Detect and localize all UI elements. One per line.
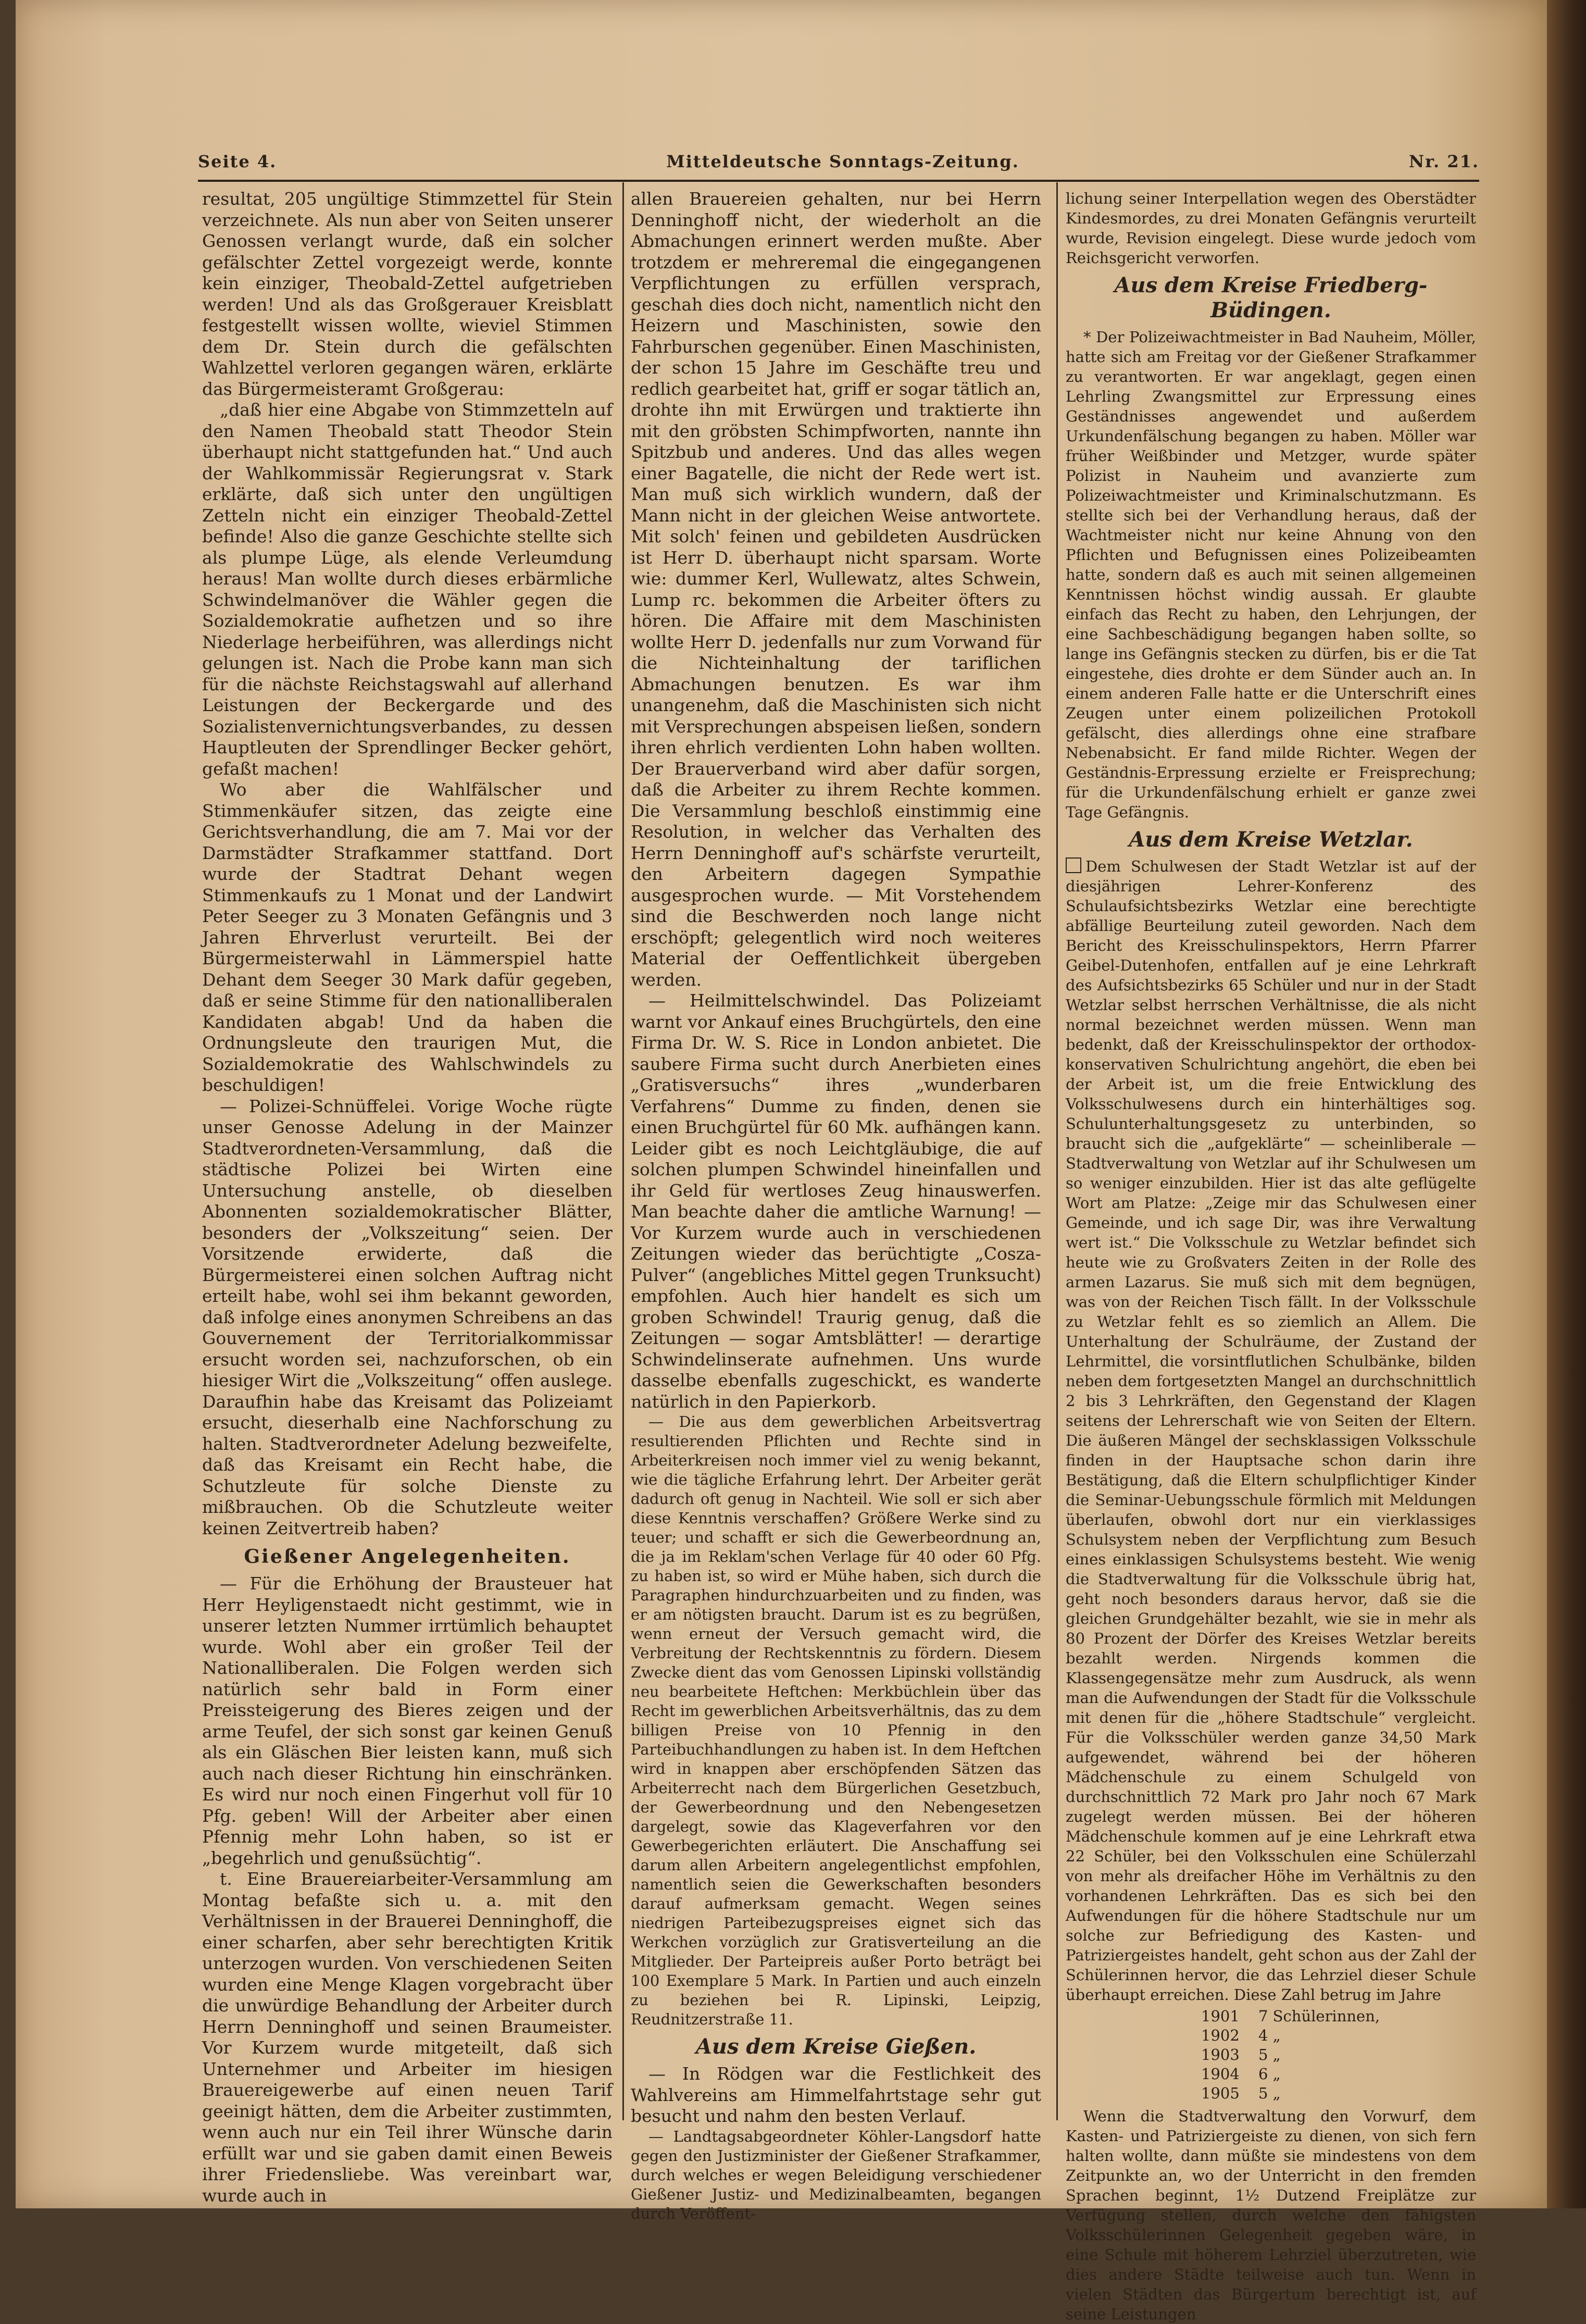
article-paragraph: resultat, 205 ungültige Stimmzettel für Stein verzeichnete. Als nun aber von Seiten unserer Genossen verlangt wurde, daß ein solcher gefälschter Zettel vorgezeigt werde, konnte kein einziger, Theobald-Zettel aufgetrieben werden! Und als das Großgerauer Kreisblatt festgestellt wissen wollte, wieviel Stimmen dem Dr. Stein durch die gefälschten Wahlzettel verloren gegangen wären, erklärte das Bürgermeisteramt Großgerau:: [202, 189, 613, 399]
issue-number: Nr. 21.: [1408, 152, 1479, 171]
header-rule: [198, 180, 1479, 182]
article-paragraph: — Polizei-Schnüffelei. Vorige Woche rügte unser Genosse Adelung in der Mainzer Stadtverordneten-Versammlung, daß die städtische Polizei bei Wirten eine Untersuchung anstelle, ob dieselben Abonnenten sozialdemokratischer Blätter, besonders der „Volkszeitung“ seien. Der Vorsitzende erwiderte, daß die Bürgermeisterei einen solchen Auftrag nicht erteilt habe, wohl sei ihm bekannt geworden, daß infolge eines anonymen Schreibens an das Gouvernement der Territorialkommissar ersucht worden sei, nachzuforschen, ob ein hiesiger Wirt die „Volkszeitung“ offen auslege. Daraufhin habe das Kreisamt das Polizeiamt ersucht, dieserhalb eine Nachforschung zu halten. Stadtverordneter Adelung bezweifelte, daß das Kreisamt ein Recht habe, die Schutzleute für solche Dienste zu mißbrauchen. Ob die Schutzleute weiter keinen Zeitvertreib haben?: [202, 1096, 613, 1538]
enrollment-list: [1201, 2007, 1476, 2103]
section-heading: Aus dem Kreise Gießen.: [695, 2034, 977, 2059]
article-paragraph: lichung seiner Interpellation wegen des Oberstädter Kindesmordes, zu drei Monaten Gefängnis verurteilt wurde, Revision eingelegt. Diese wurde jedoch vom Reichsgericht verworfen.: [1066, 190, 1476, 267]
article-paragraph: — Die aus dem gewerblichen Arbeitsvertrag resultierenden Pflichten und Rechte sind in Arbeiterkreisen noch immer viel zu wenig bekannt, wie die tägliche Erfahrung lehrt. Der Arbeiter gerät dadurch oft genug in Nachteil. Wie soll er sich aber diese Kenntnis verschaffen? Größere Werke sind zu teuer; und schafft er sich die Gewerbeordnung an, die ja im Reklam'schen Verlage für 40 oder 60 Pfg. zu haben ist, so wird er Mühe haben, sich durch die Paragraphen hindurchzuarbeiten und zu finden, was er am nötigsten braucht. Darum ist es zu begrüßen, wenn erneut der Versuch gemacht wird, die Verbreitung der Rechtskenntnis zu fördern. Diesem Zwecke dient das vom Genossen Lipinski vollständig neu bearbeitete Heftchen: Merkbüchlein über das Recht im gewerblichen Arbeitsverhältnis, das zu dem billigen Preise von 10 Pfennig in den Parteibuchhandlungen zu haben ist. In dem Heftchen wird in knappen aber erschöpfenden Sätzen das Arbeiterrecht nach dem Bürgerlichen Gesetzbuch, der Gewerbeordnung und den Nebengesetzen dargelegt, sowie das Klageverfahren vor den Gewerbegerichten erläutert. Die Anschaffung sei darum allen Arbeitern angelegentlichst empfohlen, namentlich seien die Gewerkschaften besonders darauf aufmerksam gemacht. Wegen seines niedrigen Parteibezugspreises eignet sich das Werkchen vorzüglich zur Gratisverteilung an die Mitglieder. Der Parteipreis außer Porto beträgt bei 100 Exemplare 5 Mark. In Partien und auch einzeln zu beziehen bei R. Lipinski, Leipzig, Reudnitzerstraße 11.: [631, 1413, 1041, 2028]
article-paragraph: — In Rödgen war die Festlichkeit des Wahlvereins am Himmelfahrtstage sehr gut besucht und nahm den besten Verlauf.: [631, 2064, 1041, 2126]
article-paragraph: „daß hier eine Abgabe von Stimmzetteln auf den Namen Theobald statt Theodor Stein überhaupt nicht stattgefunden hat.“ Und auch der Wahlkommissär Regierungsrat v. Stark erklärte, daß sich unter den ungültigen Zetteln nicht ein einziger Theobald-Zettel befinde! Also die ganze Geschichte stellte sich als plumpe Lüge, als elende Verleumdung heraus! Man wollte durch dieses erbärmliche Schwindelmanöver die Wähler gegen die Sozialdemokratie aufhetzen und so ihre Niederlage herbeiführen, was allerdings nicht gelungen ist. Nach die Probe kann man sich für die nächste Reichstagswahl auf allerhand Leistungen der Beckergarde und des Sozialistenvernichtungsverbandes, zu dessen Hauptleuten der Sprendlinger Becker gehört, gefaßt machen!: [202, 400, 613, 779]
page-number: Seite 4.: [198, 152, 277, 171]
column-3: [1063, 189, 1479, 2323]
article-paragraph: — Landtagsabgeordneter Köhler-Langsdorf hatte gegen den Justizminister der Gießener Strafkammer, durch welches er wegen Beleidigung verschiedener Gießener Justiz- und Medizinalbeamten, begangen durch Veröffent-: [631, 2127, 1041, 2222]
list-item: 1902 4 „: [1201, 2027, 1281, 2044]
article-paragraph: allen Brauereien gehalten, nur bei Herrn Denninghoff nicht, der wiederholt an die Abmachungen erinnert werden mußte. Aber trotzdem er mehreremal die eingegangenen Verpflichtungen zu erfüllen versprach, geschah dies doch nicht, namentlich nicht den Heizern und Maschinisten, sowie den Fahrburschen gegenüber. Einen Maschinisten, der schon 15 Jahre im Geschäfte treu und redlich gearbeitet hat, griff er sogar tätlich an, drohte ihn mit Erwürgen und traktierte ihn mit den gröbsten Schimpfworten, nannte ihn Spitzbub und anderes. Und das alles wegen einer Bagatelle, die nicht der Rede wert ist. Man muß sich wirklich wundern, daß der Mann nicht in der gleichen Weise antwortete. Mit solch' feinen und gebildeten Ausdrücken ist Herr D. überhaupt nicht sparsam. Worte wie: dummer Kerl, Wullewatz, altes Schwein, Lump rc. bekommen die Arbeiter öfters zu hören. Die Affaire mit dem Maschinisten wollte Herr D. jedenfalls nur zum Vorwand für die Nichteinhaltung der tariflichen Abmachungen benutzen. Es war ihm unangenehm, daß die Maschinisten sich nicht mit Versprechungen abspeisen ließen, sondern ihren ehrlich verdienten Lohn haben wollten. Der Brauerverband wird aber dafür sorgen, daß die Arbeiter zu ihrem Rechte kommen. Die Versammlung beschloß einstimmig eine Resolution, in welcher das Verhalten des Herrn Denninghoff auf's schärfste verurteilt, den Arbeitern dagegen Sympathie ausgesprochen wurde. — Mit Vorstehendem sind die Beschwerden noch lange nicht erschöpft; gelegentlich wird noch weiteres Material der Oeffentlichkeit übergeben werden.: [631, 189, 1041, 990]
article-paragraph: — Heilmittelschwindel. Das Polizeiamt warnt vor Ankauf eines Bruchgürtels, den eine Firma Dr. W. S. Rice in London anbietet. Die saubere Firma sucht durch Anerbieten eines „Gratisversuchs“ ihres „wunderbaren Verfahrens“ Dumme zu finden, denen sie einen Bruchgürtel für 60 Mk. aufhängen kann. Leider gibt es noch Leichtgläubige, die auf solchen plumpen Schwindel hineinfallen und ihr Geld für wertloses Zeug hinauswerfen. Man beachte daher die amtliche Warnung! — Vor Kurzem wurde auch in verschiedenen Zeitungen wieder das berüchtigte „Cosza-Pulver“ (angebliches Mittel gegen Trunksucht) empfohlen. Auch hier handelt es sich um groben Schwindel! Traurig genug, daß die Zeitungen — sogar Amtsblätter! — derartige Schwindelinserate aufnehmen. Uns wurde dasselbe ebenfalls zugeschickt, es wanderte natürlich in den Papierkorb.: [631, 990, 1041, 1412]
column-1: [199, 189, 616, 2206]
article-paragraph: — Für die Erhöhung der Brausteuer hat Herr Heyligenstaedt nicht gestimmt, wie in unserer letzten Nummer irrtümlich behauptet wurde. Wohl aber ein großer Teil der Nationalliberalen. Die Folgen werden sich natürlich sehr bald in Form einer Preissteigerung des Bieres zeigen und der arme Teufel, der sich sonst gar keinen Genuß als ein Gläschen Bier leisten kann, muß sich auch nach dieser Richtung hin einschränken. Es wird nur noch einen Fingerhut voll für 10 Pfg. geben! Will der Arbeiter aber einen Pfennig mehr Lohn haben, so ist er „begehrlich und genußsüchtig“.: [202, 1573, 613, 1868]
list-item: 1903 5 „: [1201, 2046, 1281, 2064]
article-text: Dem Schulwesen der Stadt Wetzlar ist auf der diesjährigen Lehrer-Konferenz des Schulaufsichtsbezirks Wetzlar eine berechtigte abfällige Beurteilung zuteil geworden. Nach dem Bericht des Kreisschulinspektors, Herrn Pfarrer Geibel-Dutenhofen, entfallen auf je eine Lehrkraft des Aufsichtsbezirks 65 Schüler und nur in der Stadt Wetzlar selbst herrschen Verhältnisse, die als nicht normal bezeichnet werden müssen. Wenn man bedenkt, daß der Kreisschulinspektor der orthodox-konservativen Schulrichtung angehört, die eben bei der Arbeit ist, um die freie Entwicklung des Volksschulwesens durch ein hinterhältiges sog. Schulunterhaltungsgesetz zu unterbinden, so braucht sich die „aufgeklärte“ — scheinliberale — Stadtverwaltung von Wetzlar auf ihr Schulwesen um so weniger einzubilden. Hier ist das alte geflügelte Wort am Platze: „Zeige mir das Schulwesen einer Gemeinde, und ich sage Dir, was ihre Verwaltung wert ist.“ Die Volksschule zu Wetzlar befindet sich heute wie zu Großvaters Zeiten in der Rolle des armen Lazarus. Sie muß sich mit dem begnügen, was von der Reichen Tisch fällt. In der Volksschule zu Wetzlar fehlt es so ziemlich an Allem. Die Unterhaltung der Schulräume, der Zustand der Lehrmittel, die vorsintflutlichen Schulbänke, bilden neben dem fortgesetzten Mangel an durchschnittlich 2 bis 3 Lehrkräften, den Gegenstand der Klagen seitens der Lehrerschaft wie von Seiten der Eltern. Die äußeren Mängel der sechsklassigen Volksschule finden in der Hauptsache schon darin ihre Bestätigung, daß die Eltern schulpflichtiger Kinder die Seminar-Uebungsschule förmlich mit Meldungen überlaufen, obwohl dort nur ein vierklassiges Schulsystem neben der Verpflichtung zum Besuch eines einklassigen Schulsystems besteht. Wie wenig die Stadtverwaltung für die Volksschule übrig hat, geht noch besonders daraus hervor, daß sie die gleichen Grundgehälter bezahlt, wie sie in mehr als 80 Prozent der Dörfer des Kreises Wetzlar bereits bezahlt werden. Nirgends kommen die Klassengegensätze mehr zum Ausdruck, als wenn man die Aufwendungen der Stadt für die Volksschule mit denen für die „höhere Stadtschule“ vergleicht. Für die Volksschüler werden ganze 34,50 Mark aufgewendet, während bei der höheren Mädchenschule zu einem Schulgeld von durchschnittlich 72 Mark pro Jahr noch 67 Mark zugelegt werden müssen. Bei der höheren Mädchenschule kommen auf je eine Lehrkraft etwa 22 Schüler, bei den Volksschulen eine Schülerzahl von mehr als dreifacher Höhe im Verhältnis zu den vorhandenen Lehrkräften. Das es sich bei den Aufwendungen für die höhere Stadtschule nur um solche zur Befriedigung des Kasten- und Patriziergeistes handelt, geht schon aus der Zahl der Schülerinnen hervor, die das Lehrziel dieser Schule überhaupt erreichen. Diese Zahl betrug im Jahre: [1066, 857, 1476, 2004]
book-binding: [1547, 0, 1586, 2208]
newspaper-title: Mitteldeutsche Sonntags-Zeitung.: [666, 152, 1019, 171]
list-item: 1901 7 Schülerinnen,: [1201, 2007, 1380, 2025]
page-header: [198, 146, 1479, 177]
article-paragraph: Wo aber die Wahlfälscher und Stimmenkäufer sitzen, das zeigte eine Gerichtsverhandlung, die am 7. Mai vor der Darmstädter Strafkammer stattfand. Dort wurde der Stadtrat Dehant wegen Stimmenkaufs zu 1 Monat und der Landwirt Peter Seeger zu 3 Monaten Gefängnis und 3 Jahren Ehrverlust verurteilt. Bei der Bürgermeisterwahl in Lämmerspiel hatte Dehant dem Seeger 30 Mark dafür gegeben, daß er seine Stimme für den nationalliberalen Kandidaten abgab! Und da haben die Ordnungsleute den traurigen Mut, die Sozialdemokratie des Wahlschwindels zu beschuldigen!: [202, 779, 613, 1095]
list-item: 1905 5 „: [1201, 2084, 1281, 2102]
article-paragraph: * Der Polizeiwachtmeister in Bad Nauheim, Möller, hatte sich am Freitag vor der Gießener Strafkammer zu verantworten. Er war angeklagt, gegen einen Lehrling Zwangsmittel zur Erpressung eines Geständnisses angewendet und außerdem Urkundenfälschung begangen zu haben. Möller war früher Weißbinder und Metzger, wurde später Polizist in Nauheim und avanzierte zum Polizeiwachtmeister und Kriminalschutzmann. Es stellte sich bei der Verhandlung heraus, daß der Wachtmeister nicht nur keine Ahnung von den Pflichten und Befugnissen eines Polizeibeamten hatte, sondern daß es auch mit seinen allgemeinen Kenntnissen höchst windig aussah. Er glaubte einfach das Recht zu haben, den Lehrjungen, der eine Sachbeschädigung begangen haben sollte, so lange ins Gefängnis stecken zu dürfen, bis er die Tat eingestehe, dies drohte er dem Sünder auch an. In einem anderen Falle hatte er die Unterschrift eines Zeugen unter einem polizeilichen Protokoll gefälscht, dies allerdings ohne eine strafbare Nebenabsicht. Er fand milde Richter. Wegen der Geständnis-Erpressung erzielte er Freisprechung; für die Urkundenfälschung erhielt er ganze zwei Tage Gefängnis.: [1066, 328, 1476, 821]
article-paragraph: t. Eine Brauereiarbeiter-Versammlung am Montag befaßte sich u. a. mit den Verhältnissen in der Brauerei Denninghoff, die einer scharfen, aber sehr berechtigten Kritik unterzogen wurden. Von verschiedenen Seiten wurden eine Menge Klagen vorgebracht über die unwürdige Behandlung der Arbeiter durch Herrn Denninghoff und seinen Braumeister. Vor Kurzem wurde mitgeteilt, daß sich Unternehmer und Arbeiter im hiesigen Brauereigewerbe auf einen neuen Tarif geeinigt hätten, dem die Arbeiter zustimmten, wenn auch nur ein Teil ihrer Wünsche darin erfüllt war und sie gaben damit einen Beweis ihrer Friedensliebe. Was vereinbart war, wurde auch in: [202, 1869, 613, 2206]
article-paragraph: [1066, 856, 1476, 2005]
list-item: 1904 6 „: [1201, 2065, 1281, 2083]
column-2: [628, 189, 1044, 2222]
section-heading: Aus dem Kreise Friedberg-Büdingen.: [1114, 273, 1428, 322]
section-heading: Gießener Angelegenheiten.: [244, 1546, 571, 1568]
column-divider-1: [622, 182, 624, 2120]
column-divider-2: [1056, 182, 1058, 2120]
box-marker-icon: [1066, 857, 1081, 873]
article-paragraph: Wenn die Stadtverwaltung den Vorwurf, dem Kasten- und Patriziergeiste zu dienen, von sich fern halten wollte, dann müßte sie mindestens von dem Zeitpunkte an, wo der Unterricht in den fremden Sprachen beginnt, 1½ Dutzend Freiplätze zur Verfügung stellen, durch welche den fähigsten Volksschülerinnen Gelegenheit gegeben wäre, in eine Schule mit höherem Lehrziel überzutreten, wie dies andere Städte teilweise auch tun. Wenn in vielen Städten das Bürgertum berechtigt ist, auf seine Leistungen: [1066, 2107, 1476, 2323]
section-heading: Aus dem Kreise Wetzlar.: [1129, 827, 1413, 852]
